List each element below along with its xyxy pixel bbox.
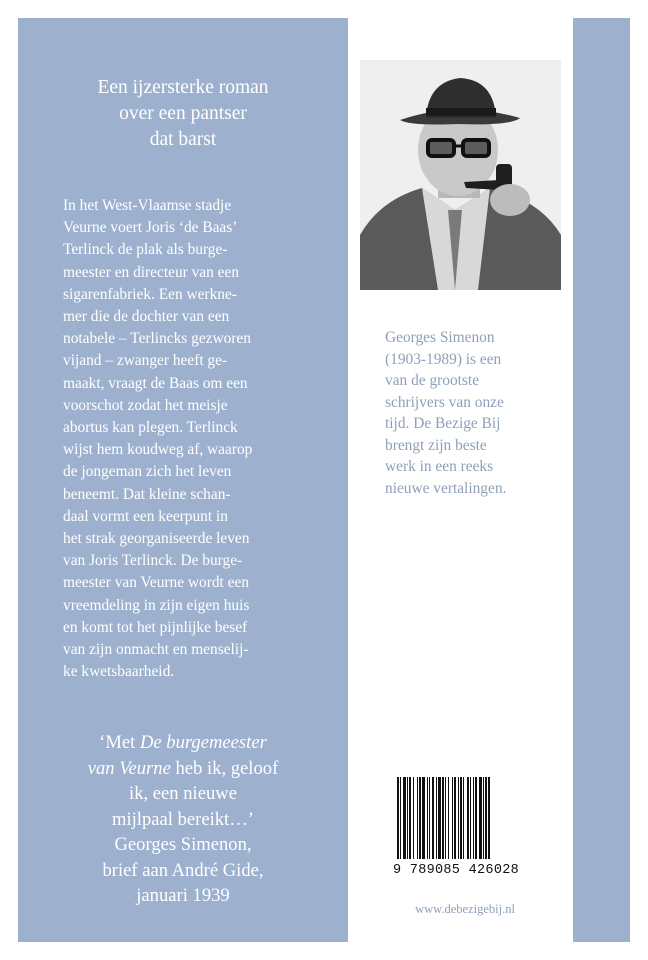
barcode-bar: [454, 777, 456, 859]
barcode-bar: [483, 777, 484, 859]
blurb-line: Terlinck de plak als burge-: [63, 241, 228, 259]
quote-attribution: brief aan André Gide,: [102, 859, 264, 881]
barcode-bar: [403, 777, 406, 859]
quote-text: ‘Met: [99, 732, 140, 753]
barcode-bar: [400, 777, 401, 859]
quote-text: heb ik, geloof: [170, 757, 279, 779]
barcode-bar: [479, 777, 482, 859]
author-photo: [360, 60, 561, 290]
tagline-line: dat barst: [149, 129, 217, 150]
blurb-line: meester en directeur van een: [63, 263, 240, 281]
blurb-line: notabele – Terlincks gezworen: [63, 330, 251, 348]
barcode-bar: [438, 777, 441, 859]
barcode-bar: [422, 777, 425, 859]
blurb-line: het strak georganiseerde leven: [63, 530, 250, 548]
tagline: [18, 75, 348, 153]
bio-line: (1903-1989) is een: [385, 350, 502, 368]
barcode-bar: [445, 777, 446, 859]
quote-line: [18, 756, 348, 782]
blurb-line: daal vormt een keerpunt in: [63, 507, 228, 525]
bio-line: schrijvers van onze: [385, 393, 504, 411]
blurb-line: maakt, vraagt de Baas om een: [63, 374, 248, 392]
book-title-italic: De burgemeester: [139, 732, 267, 753]
barcode-bar: [485, 777, 487, 859]
bio-line: van de grootste: [385, 372, 480, 389]
tagline-line: Een ijzersterke roman: [97, 77, 269, 98]
barcode-bar: [488, 777, 490, 859]
book-blurb: [63, 195, 333, 683]
blurb-line: voorschot zodat het meisje: [63, 396, 228, 414]
quote-line: ik, een nieuwe: [129, 783, 237, 804]
barcode-bar: [407, 777, 408, 859]
author-quote: [18, 730, 348, 909]
quote-attribution: Georges Simenon,: [114, 834, 252, 855]
barcode-bar: [436, 777, 437, 859]
blurb-line: van Joris Terlinck. De burge-: [63, 552, 243, 570]
barcode-bar: [417, 777, 418, 859]
bio-line: brengt zijn beste: [385, 436, 487, 454]
bio-line: Georges Simenon: [385, 329, 495, 346]
barcode-bar: [460, 777, 462, 859]
bio-line: nieuwe vertalingen.: [385, 479, 507, 497]
decorative-strip: [573, 18, 630, 942]
blurb-line: vijand – zwanger heeft ge-: [63, 352, 228, 370]
blurb-line: van zijn onmacht en menselij-: [63, 641, 249, 659]
barcode-bar: [473, 777, 474, 859]
blurb-line: sigarenfabriek. Een werkne-: [63, 285, 237, 303]
bio-line: werk in een reeks: [385, 458, 494, 475]
barcode-bar: [467, 777, 469, 859]
barcode-bar: [413, 777, 414, 859]
barcode-bar: [470, 777, 471, 859]
barcode-bar: [429, 777, 430, 859]
isbn-number: 9 789085 426028: [393, 863, 520, 878]
barcode-bars: [393, 773, 533, 861]
blurb-line: wijst hem koudweg af, waarop: [63, 441, 253, 459]
quote-attribution: januari 1939: [136, 885, 230, 906]
tagline-line: over een pantser: [119, 103, 247, 124]
barcode-bar: [475, 777, 477, 859]
barcode-bar: [419, 777, 421, 859]
barcode-bar: [463, 777, 464, 859]
blurb-line: beneemt. Dat kleine schan-: [63, 485, 231, 503]
author-bio: [385, 327, 565, 499]
back-cover-panel: [18, 18, 348, 942]
blurb-line: vreemdeling in zijn eigen huis: [63, 596, 250, 614]
blurb-line: In het West-Vlaamse stadje: [63, 197, 232, 214]
barcode-bar: [452, 777, 453, 859]
blurb-line: meester van Veurne wordt een: [63, 574, 250, 592]
blurb-line: abortus kan plegen. Terlinck: [63, 419, 238, 437]
barcode-bar: [427, 777, 428, 859]
blurb-line: mer die de dochter van een: [63, 308, 230, 326]
quote-line: [18, 730, 348, 756]
barcode-bar: [409, 777, 411, 859]
author-portrait-image: [360, 60, 561, 290]
blurb-line: en komt tot het pijnlijke besef: [63, 618, 248, 636]
barcode-bar: [442, 777, 444, 859]
blurb-line: Veurne voert Joris ‘de Baas’: [63, 219, 238, 237]
barcode-bar: [458, 777, 459, 859]
blurb-line: ke kwetsbaarheid.: [63, 663, 175, 681]
bio-line: tijd. De Bezige Bij: [385, 415, 501, 432]
isbn-barcode: [393, 773, 533, 873]
barcode-bar: [432, 777, 434, 859]
barcode-bar: [397, 777, 399, 859]
book-title-italic: van Veurne: [87, 757, 171, 779]
barcode-bar: [448, 777, 449, 859]
blurb-line: de jongeman zich het leven: [63, 463, 232, 481]
quote-line: mijlpaal bereikt…’: [112, 808, 254, 830]
publisher-website: www.debezigebij.nl: [415, 902, 515, 916]
